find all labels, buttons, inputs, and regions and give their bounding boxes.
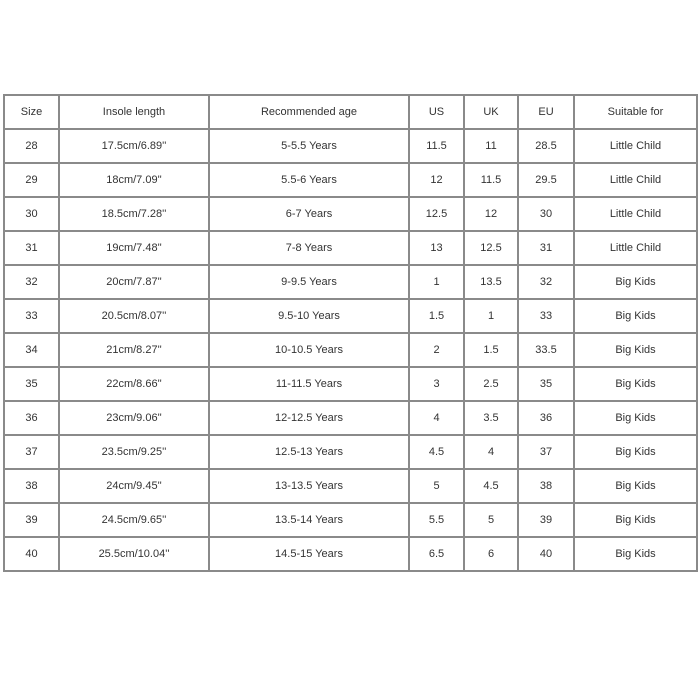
table-row xyxy=(4,265,697,299)
suitable-for-cell: Big Kids xyxy=(574,469,697,503)
suitable-for-cell: Big Kids xyxy=(574,537,697,571)
suitable-for-cell: Big Kids xyxy=(574,265,697,299)
eu-cell: 36 xyxy=(518,401,574,435)
uk-cell: 1 xyxy=(464,299,518,333)
size-cell: 31 xyxy=(4,231,59,265)
us-cell: 13 xyxy=(409,231,464,265)
size-cell: 35 xyxy=(4,367,59,401)
recommended-age-cell: 11-11.5 Years xyxy=(209,367,409,401)
insole-length-cell: 25.5cm/10.04'' xyxy=(59,537,209,571)
us-cell: 11.5 xyxy=(409,129,464,163)
size-cell: 37 xyxy=(4,435,59,469)
us-cell: 4.5 xyxy=(409,435,464,469)
size-cell: 32 xyxy=(4,265,59,299)
eu-cell: 37 xyxy=(518,435,574,469)
size-cell: 39 xyxy=(4,503,59,537)
recommended-age-cell: 14.5-15 Years xyxy=(209,537,409,571)
header-eu: EU xyxy=(518,95,574,129)
recommended-age-cell: 5.5-6 Years xyxy=(209,163,409,197)
table-row xyxy=(4,129,697,163)
header-insole-length: Insole length xyxy=(59,95,209,129)
uk-cell: 13.5 xyxy=(464,265,518,299)
us-cell: 6.5 xyxy=(409,537,464,571)
uk-cell: 12 xyxy=(464,197,518,231)
suitable-for-cell: Little Child xyxy=(574,231,697,265)
table-row xyxy=(4,435,697,469)
recommended-age-cell: 9.5-10 Years xyxy=(209,299,409,333)
uk-cell: 4 xyxy=(464,435,518,469)
table-body xyxy=(4,129,697,571)
header-recommended-age: Recommended age xyxy=(209,95,409,129)
insole-length-cell: 18.5cm/7.28'' xyxy=(59,197,209,231)
suitable-for-cell: Big Kids xyxy=(574,299,697,333)
table-row xyxy=(4,469,697,503)
insole-length-cell: 21cm/8.27'' xyxy=(59,333,209,367)
uk-cell: 2.5 xyxy=(464,367,518,401)
insole-length-cell: 22cm/8.66'' xyxy=(59,367,209,401)
table-row xyxy=(4,333,697,367)
uk-cell: 1.5 xyxy=(464,333,518,367)
suitable-for-cell: Little Child xyxy=(574,197,697,231)
eu-cell: 33.5 xyxy=(518,333,574,367)
insole-length-cell: 18cm/7.09'' xyxy=(59,163,209,197)
table-row xyxy=(4,367,697,401)
size-cell: 33 xyxy=(4,299,59,333)
eu-cell: 40 xyxy=(518,537,574,571)
eu-cell: 30 xyxy=(518,197,574,231)
insole-length-cell: 24cm/9.45'' xyxy=(59,469,209,503)
recommended-age-cell: 6-7 Years xyxy=(209,197,409,231)
table-row xyxy=(4,231,697,265)
recommended-age-cell: 13-13.5 Years xyxy=(209,469,409,503)
header-row xyxy=(4,95,697,129)
header-us: US xyxy=(409,95,464,129)
size-chart-table xyxy=(3,94,698,572)
recommended-age-cell: 9-9.5 Years xyxy=(209,265,409,299)
recommended-age-cell: 5-5.5 Years xyxy=(209,129,409,163)
insole-length-cell: 20cm/7.87'' xyxy=(59,265,209,299)
us-cell: 12.5 xyxy=(409,197,464,231)
size-cell: 40 xyxy=(4,537,59,571)
eu-cell: 29.5 xyxy=(518,163,574,197)
uk-cell: 11 xyxy=(464,129,518,163)
us-cell: 12 xyxy=(409,163,464,197)
header-suitable-for: Suitable for xyxy=(574,95,697,129)
insole-length-cell: 23.5cm/9.25'' xyxy=(59,435,209,469)
size-cell: 28 xyxy=(4,129,59,163)
us-cell: 5.5 xyxy=(409,503,464,537)
suitable-for-cell: Little Child xyxy=(574,129,697,163)
eu-cell: 31 xyxy=(518,231,574,265)
recommended-age-cell: 7-8 Years xyxy=(209,231,409,265)
uk-cell: 4.5 xyxy=(464,469,518,503)
header-uk: UK xyxy=(464,95,518,129)
suitable-for-cell: Little Child xyxy=(574,163,697,197)
suitable-for-cell: Big Kids xyxy=(574,333,697,367)
uk-cell: 12.5 xyxy=(464,231,518,265)
recommended-age-cell: 13.5-14 Years xyxy=(209,503,409,537)
table-row xyxy=(4,163,697,197)
header-size: Size xyxy=(4,95,59,129)
uk-cell: 5 xyxy=(464,503,518,537)
recommended-age-cell: 12-12.5 Years xyxy=(209,401,409,435)
eu-cell: 38 xyxy=(518,469,574,503)
table-row xyxy=(4,197,697,231)
us-cell: 2 xyxy=(409,333,464,367)
size-cell: 36 xyxy=(4,401,59,435)
insole-length-cell: 24.5cm/9.65'' xyxy=(59,503,209,537)
suitable-for-cell: Big Kids xyxy=(574,435,697,469)
uk-cell: 6 xyxy=(464,537,518,571)
suitable-for-cell: Big Kids xyxy=(574,503,697,537)
suitable-for-cell: Big Kids xyxy=(574,367,697,401)
table-row xyxy=(4,537,697,571)
size-cell: 38 xyxy=(4,469,59,503)
eu-cell: 35 xyxy=(518,367,574,401)
size-cell: 30 xyxy=(4,197,59,231)
uk-cell: 3.5 xyxy=(464,401,518,435)
eu-cell: 32 xyxy=(518,265,574,299)
us-cell: 5 xyxy=(409,469,464,503)
table-row xyxy=(4,503,697,537)
us-cell: 1.5 xyxy=(409,299,464,333)
table-row xyxy=(4,299,697,333)
us-cell: 3 xyxy=(409,367,464,401)
insole-length-cell: 19cm/7.48'' xyxy=(59,231,209,265)
size-cell: 29 xyxy=(4,163,59,197)
insole-length-cell: 17.5cm/6.89'' xyxy=(59,129,209,163)
insole-length-cell: 20.5cm/8.07'' xyxy=(59,299,209,333)
us-cell: 4 xyxy=(409,401,464,435)
recommended-age-cell: 10-10.5 Years xyxy=(209,333,409,367)
table-header xyxy=(4,95,697,129)
recommended-age-cell: 12.5-13 Years xyxy=(209,435,409,469)
table-row xyxy=(4,401,697,435)
suitable-for-cell: Big Kids xyxy=(574,401,697,435)
uk-cell: 11.5 xyxy=(464,163,518,197)
eu-cell: 33 xyxy=(518,299,574,333)
eu-cell: 28.5 xyxy=(518,129,574,163)
us-cell: 1 xyxy=(409,265,464,299)
eu-cell: 39 xyxy=(518,503,574,537)
insole-length-cell: 23cm/9.06'' xyxy=(59,401,209,435)
size-cell: 34 xyxy=(4,333,59,367)
